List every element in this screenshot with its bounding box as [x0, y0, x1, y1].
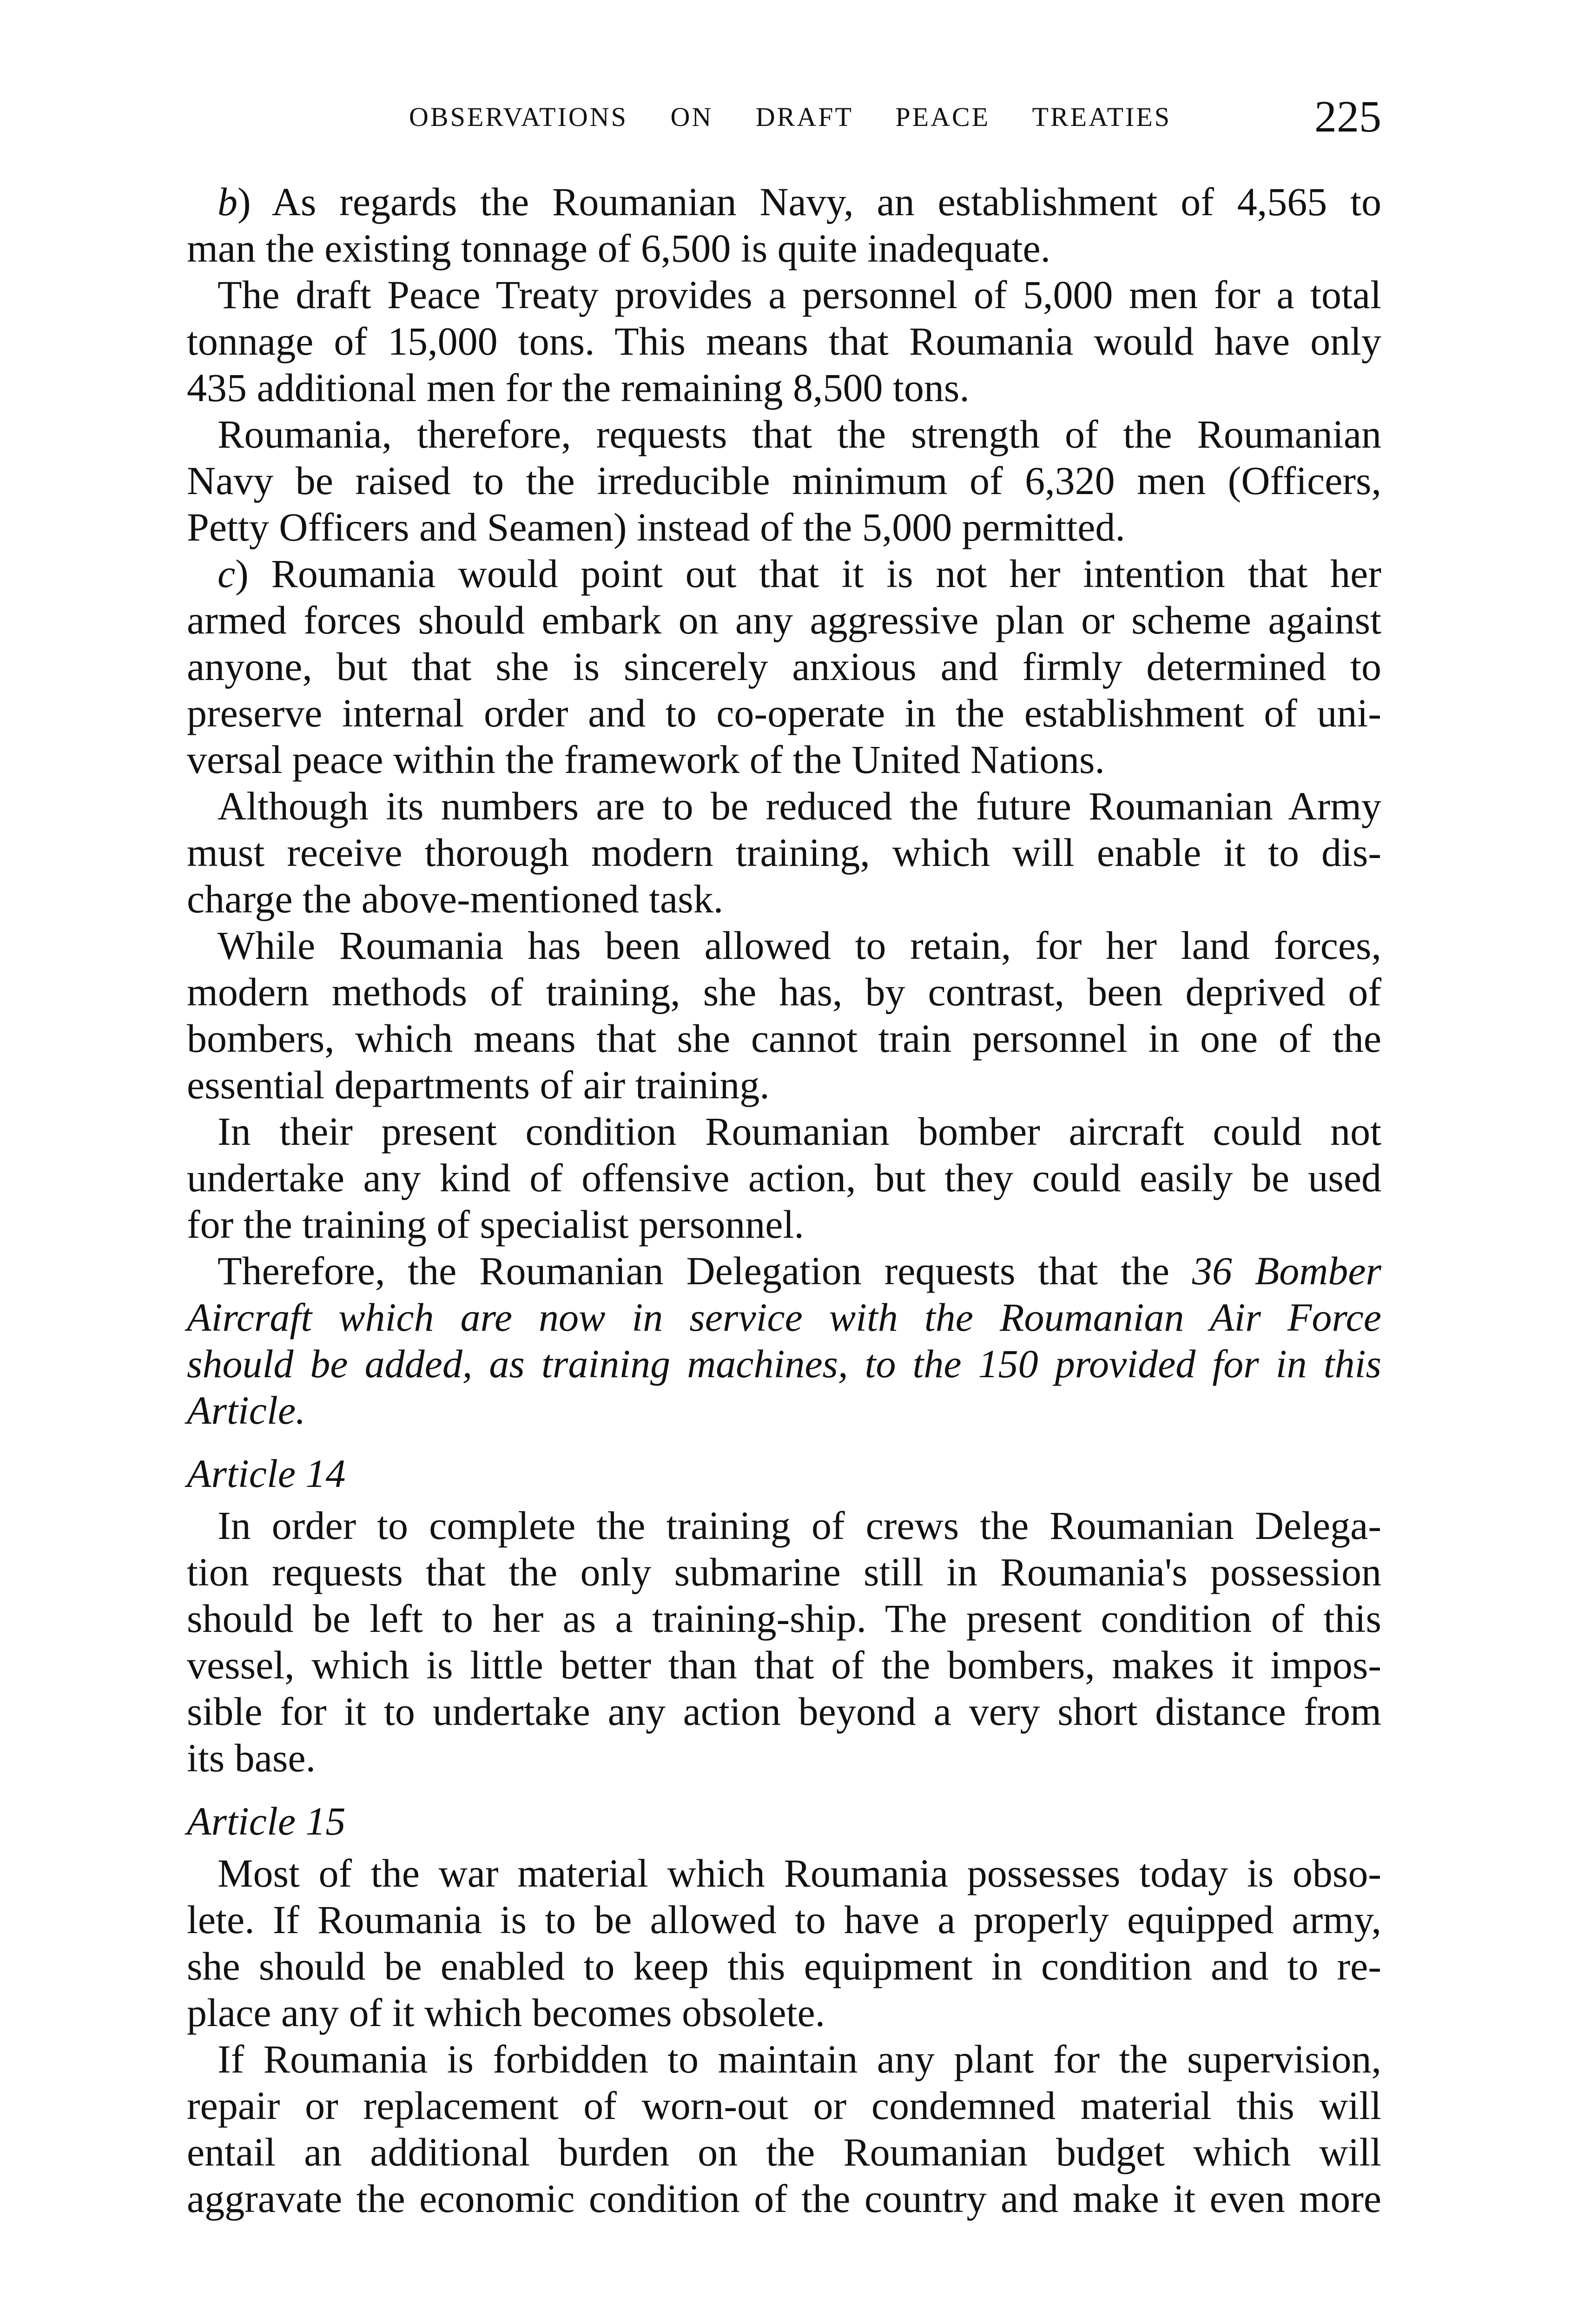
text-segment: undertake any kind of offensive action, but they could easily be used — [187, 1155, 1381, 1200]
text-segment: its base. — [187, 1736, 316, 1780]
text-segment: lete. If Roumania is to be allowed to have a properly equipped army, — [187, 1897, 1381, 1942]
text-line — [187, 1340, 1381, 1387]
paragraph — [187, 2036, 1381, 2222]
text-line — [187, 1798, 1381, 1844]
text-segment: place any of it which becomes obsolete. — [187, 1990, 825, 2035]
text-line — [187, 1896, 1381, 1943]
section-heading — [187, 1450, 1381, 1497]
text-line — [187, 1502, 1381, 1549]
text-segment: for the training of specialist personnel. — [187, 1202, 804, 1247]
text-segment: Roumania, therefore, requests that the strength of the Roumanian — [218, 412, 1381, 456]
italic-text: b — [218, 179, 238, 224]
text-line — [187, 318, 1381, 364]
text-segment: should be left to her as a training-ship. The present condition of this — [187, 1596, 1381, 1641]
text-segment: aggravate the economic condition of the country and make it even more — [187, 2176, 1381, 2221]
text-line — [187, 364, 1381, 411]
text-segment: essential departments of air training. — [187, 1063, 770, 1107]
italic-text: Aircraft which are now in service with the Roumanian Air Force — [187, 1295, 1381, 1340]
italic-text: c — [218, 551, 236, 596]
paragraph — [187, 1502, 1381, 1781]
text-line — [187, 2082, 1381, 2129]
text-line — [187, 783, 1381, 829]
text-segment: bombers, which means that she cannot train personnel in one of the — [187, 1016, 1381, 1061]
text-segment: 435 additional men for the remaining 8,500 tons. — [187, 365, 970, 410]
text-line — [187, 504, 1381, 550]
text-line — [187, 1294, 1381, 1340]
text-segment: If Roumania is forbidden to maintain any plant for the supervision, — [218, 2037, 1381, 2081]
text-segment: While Roumania has been allowed to retain, for her land forces, — [218, 923, 1381, 968]
text-line — [187, 690, 1381, 736]
text-line — [187, 2036, 1381, 2082]
text-line — [187, 1943, 1381, 1989]
text-segment: vessel, which is little better than that of the bombers, makes it impos- — [187, 1643, 1381, 1687]
text-segment: Most of the war material which Roumania possesses today is obso- — [218, 1851, 1381, 1895]
text-segment: ) Roumania would point out that it is not her intention that her — [235, 551, 1381, 596]
text-line — [187, 643, 1381, 690]
italic-text: 36 Bomber — [1192, 1248, 1381, 1293]
italic-text: should be added, as training machines, to the 150 provided for in this — [187, 1341, 1381, 1386]
running-header — [0, 91, 1584, 178]
page-number: 225 — [1314, 92, 1381, 141]
italic-text: Article. — [187, 1388, 306, 1433]
text-line — [187, 1595, 1381, 1642]
text-line — [187, 1108, 1381, 1155]
text-segment: versal peace within the framework of the United Nations. — [187, 737, 1105, 782]
text-line — [187, 969, 1381, 1015]
text-segment: The draft Peace Treaty provides a personnel of 5,000 men for a total — [218, 272, 1381, 317]
text-segment: tonnage of 15,000 tons. This means that Roumania would have only — [187, 319, 1381, 363]
text-segment: must receive thorough modern training, which will enable it to dis- — [187, 830, 1381, 875]
text-line — [187, 1850, 1381, 1896]
section-heading — [187, 1798, 1381, 1844]
paragraph — [187, 178, 1381, 271]
text-line — [187, 876, 1381, 922]
text-line — [187, 1201, 1381, 1248]
text-segment: modern methods of training, she has, by contrast, been deprived of — [187, 970, 1381, 1014]
italic-text: Article 15 — [187, 1799, 346, 1843]
text-segment: Therefore, the Roumanian Delegation requests that the — [218, 1248, 1192, 1293]
text-segment: Petty Officers and Seamen) instead of the 5,000 permitted. — [187, 505, 1125, 549]
text-segment: she should be enabled to keep this equipment in condition and to re- — [187, 1944, 1381, 1988]
text-line — [187, 829, 1381, 876]
text-segment: preserve internal order and to co-operate in the establishment of uni- — [187, 691, 1381, 735]
text-line — [187, 922, 1381, 969]
text-line — [187, 271, 1381, 318]
text-line — [187, 411, 1381, 457]
text-segment: anyone, but that she is sincerely anxious and firmly determined to — [187, 644, 1381, 689]
text-line — [187, 1387, 1381, 1433]
text-line — [187, 1248, 1381, 1294]
paragraph — [187, 783, 1381, 922]
paragraph — [187, 271, 1381, 411]
running-header-title: OBSERVATIONS ON DRAFT PEACE TREATIES — [409, 102, 1171, 132]
text-segment: tion requests that the only submarine still in Roumania's possession — [187, 1550, 1381, 1594]
italic-text: Article 14 — [187, 1451, 346, 1496]
text-segment: repair or replacement of worn-out or condemned material this will — [187, 2083, 1381, 2128]
text-line — [187, 1015, 1381, 1062]
text-segment: Navy be raised to the irreducible minimum of 6,320 men (Officers, — [187, 458, 1381, 503]
text-line — [187, 2175, 1381, 2222]
text-segment: In their present condition Roumanian bomber aircraft could not — [218, 1109, 1381, 1154]
text-segment: man the existing tonnage of 6,500 is quite inadequate. — [187, 226, 1051, 271]
paragraph — [187, 550, 1381, 783]
text-line — [187, 1450, 1381, 1497]
paragraph — [187, 1248, 1381, 1433]
paragraph — [187, 411, 1381, 550]
text-line — [187, 597, 1381, 643]
text-segment: In order to complete the training of crews the Roumanian Delega- — [218, 1503, 1381, 1548]
text-line — [187, 1989, 1381, 2036]
text-line — [187, 178, 1381, 225]
text-segment: charge the above-mentioned task. — [187, 877, 724, 921]
text-line — [187, 550, 1381, 597]
text-line — [187, 1642, 1381, 1688]
text-line — [187, 1155, 1381, 1201]
text-line — [187, 225, 1381, 271]
paragraph — [187, 1850, 1381, 2036]
text-segment: Although its numbers are to be reduced the future Roumanian Army — [218, 784, 1381, 828]
text-segment: armed forces should embark on any aggressive plan or scheme against — [187, 598, 1381, 642]
text-line — [187, 1688, 1381, 1735]
text-line — [187, 2129, 1381, 2175]
text-line — [187, 1735, 1381, 1781]
text-line — [187, 457, 1381, 504]
text-line — [187, 1062, 1381, 1108]
text-line — [187, 1549, 1381, 1595]
paragraph — [187, 922, 1381, 1108]
text-line — [187, 736, 1381, 783]
page-body — [187, 178, 1381, 2222]
text-segment: ) As regards the Roumanian Navy, an establishment of 4,565 to — [238, 179, 1381, 224]
paragraph — [187, 1108, 1381, 1248]
text-segment: entail an additional burden on the Roumanian budget which will — [187, 2130, 1381, 2174]
text-segment: sible for it to undertake any action beyond a very short distance from — [187, 1689, 1381, 1734]
